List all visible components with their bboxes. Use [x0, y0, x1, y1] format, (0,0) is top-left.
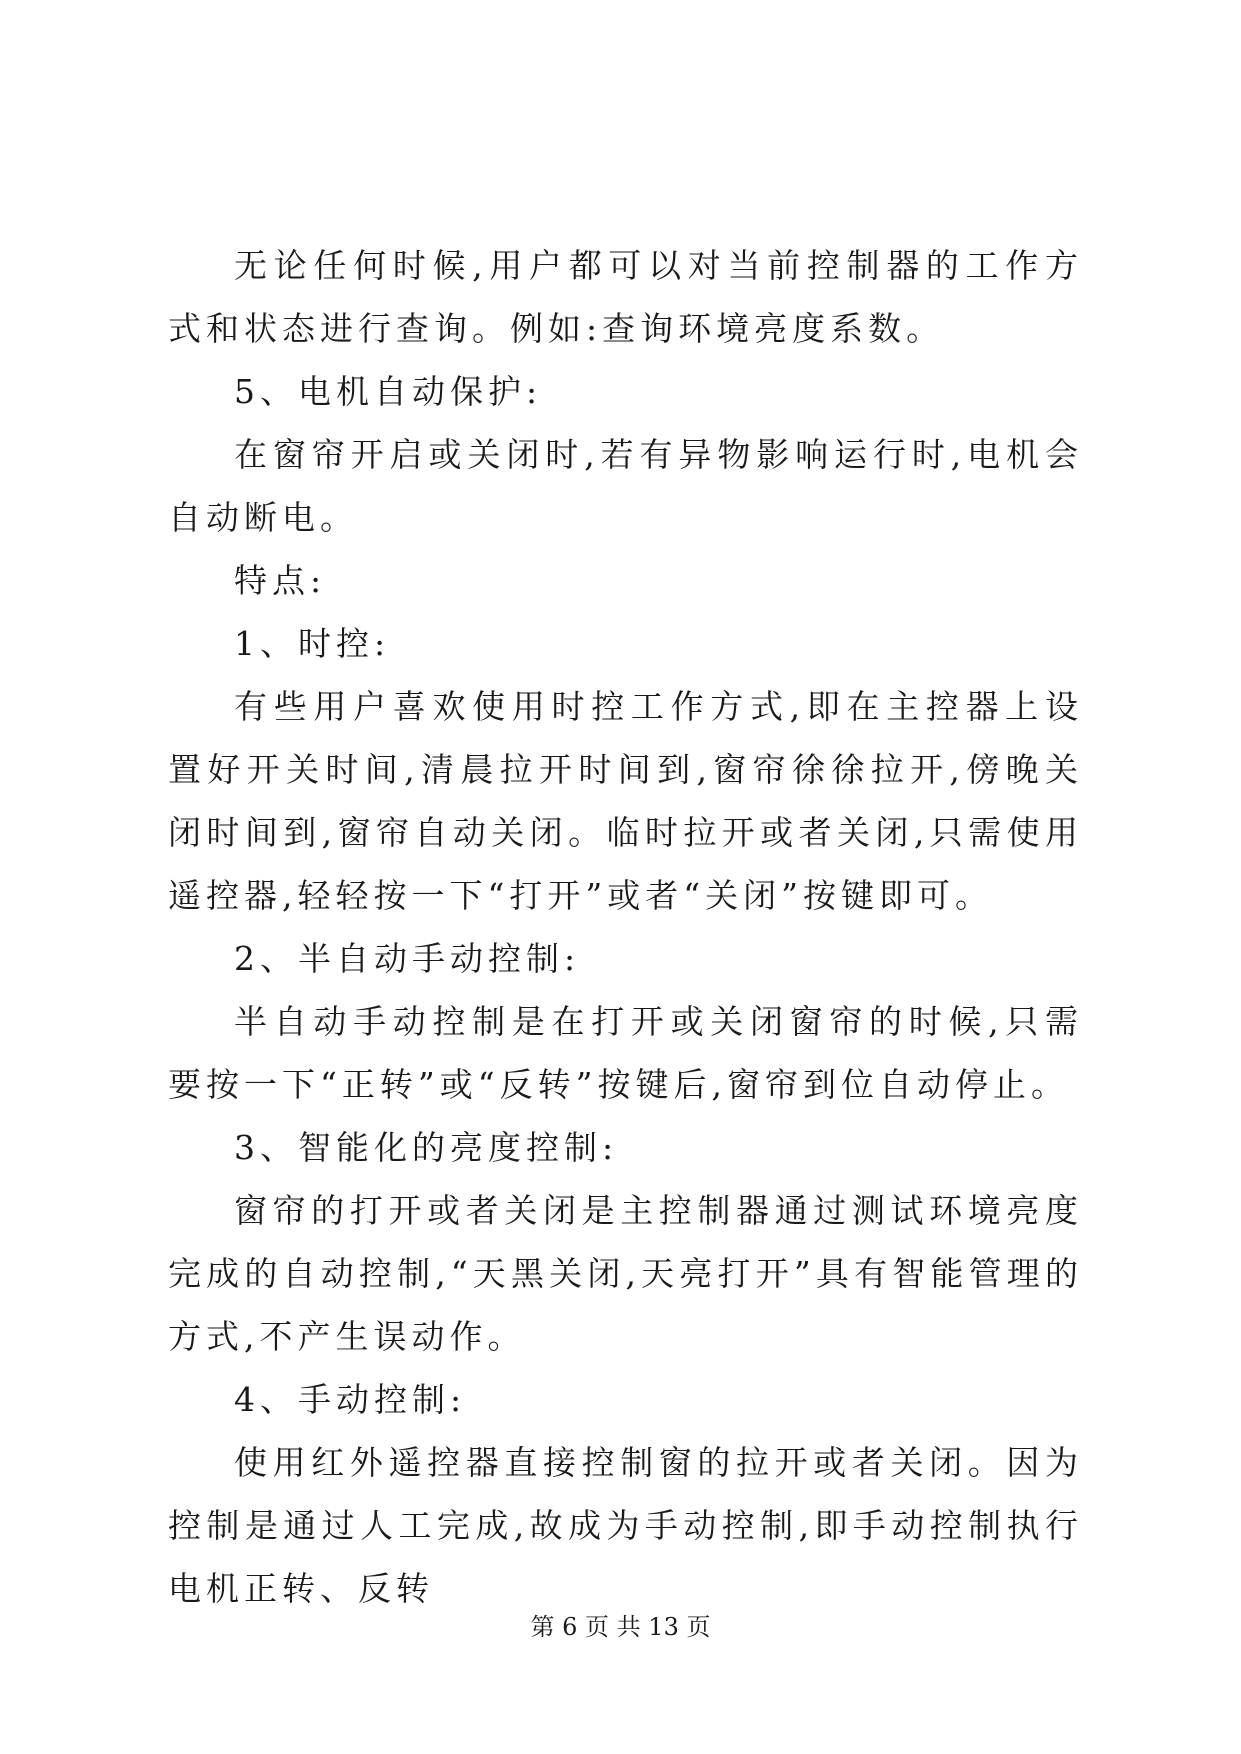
section-heading: 1、时控: — [234, 624, 391, 663]
section-heading: 3、智能化的亮度控制: — [234, 1128, 619, 1167]
section-heading: 2、半自动手动控制: — [234, 939, 581, 978]
section-heading: 4、手动控制: — [234, 1380, 467, 1419]
paragraph: 在窗帘开启或关闭时,若有异物影响运行时,电机会自动断电。 — [168, 435, 1083, 537]
page-number-footer: 第 6 页 共 13 页 — [530, 1613, 711, 1641]
section-heading: 5、电机自动保护: — [234, 372, 543, 411]
paragraph: 有些用户喜欢使用时控工作方式,即在主控器上设置好开关时间,清晨拉开时间到,窗帘徐徐拉开,傍晚关闭时间到,窗帘自动关闭。临时拉开或者关闭,只需使用遥控器,轻轻按一下“打开”或者“关闭”按键即可。 — [168, 687, 1083, 915]
document-body — [168, 234, 1083, 1620]
paragraph: 无论任何时候,用户都可以对当前控制器的工作方式和状态进行查询。例如:查询环境亮度系数。 — [168, 246, 1083, 348]
paragraph: 半自动手动控制是在打开或关闭窗帘的时候,只需要按一下“正转”或“反转”按键后,窗帘到位自动停止。 — [168, 1002, 1083, 1104]
section-heading: 特点: — [234, 561, 327, 600]
paragraph: 窗帘的打开或者关闭是主控制器通过测试环境亮度完成的自动控制,“天黑关闭,天亮打开”具有智能管理的方式,不产生误动作。 — [168, 1191, 1083, 1356]
paragraph: 使用红外遥控器直接控制窗的拉开或者关闭。因为控制是通过人工完成,故成为手动控制,即手动控制执行电机正转、反转 — [168, 1443, 1083, 1608]
